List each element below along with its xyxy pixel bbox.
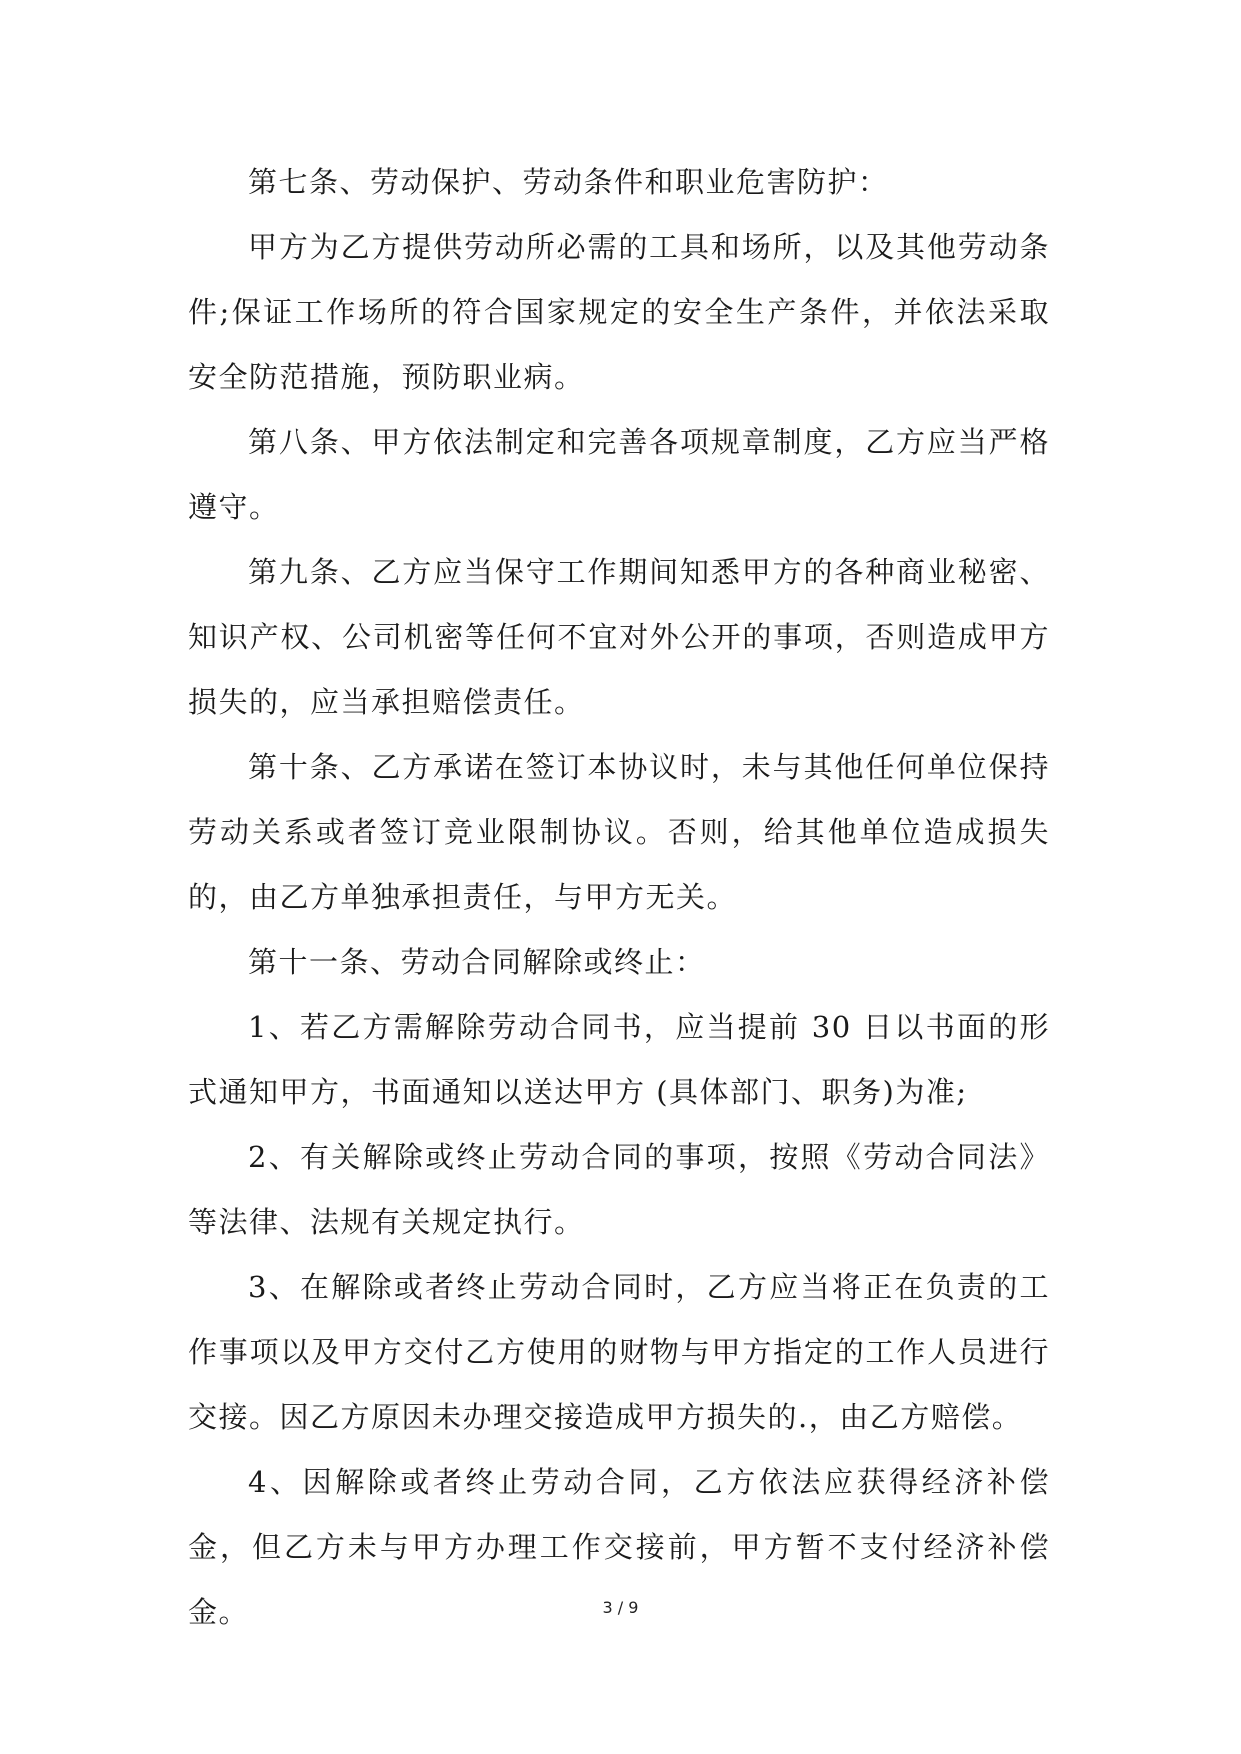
paragraph-article-10: 第十条、乙方承诺在签订本协议时，未与其他任何单位保持劳动关系或者签订竞业限制协议。否则，给其他单位造成损失的，由乙方单独承担责任，与甲方无关。: [188, 750, 1050, 914]
paragraph-article-11-item-3: 3、在解除或者终止劳动合同时，乙方应当将正在负责的工作事项以及甲方交付乙方使用的财物与甲方指定的工作人员进行交接。因乙方原因未办理交接造成甲方损失的.，由乙方赔偿。: [188, 1270, 1050, 1434]
paragraph-article-11-heading: 第十一条、劳动合同解除或终止：: [248, 945, 706, 979]
paragraph-article-11-item-4: 4、因解除或者终止劳动合同，乙方依法应获得经济补偿金，但乙方未与甲方办理工作交接前，甲方暂不支付经济补偿金。: [188, 1465, 1050, 1629]
paragraph-article-7-heading: 第七条、劳动保护、劳动条件和职业危害防护：: [248, 165, 889, 199]
document-body: [188, 150, 1050, 1645]
page-number: 3 / 9: [602, 1598, 639, 1617]
paragraph-article-11-item-2: 2、有关解除或终止劳动合同的事项，按照《劳动合同法》等法律、法规有关规定执行。: [188, 1140, 1050, 1239]
paragraph-article-9: 第九条、乙方应当保守工作期间知悉甲方的各种商业秘密、知识产权、公司机密等任何不宜对外公开的事项，否则造成甲方损失的，应当承担赔偿责任。: [188, 555, 1050, 719]
paragraph-article-11-item-1: 1、若乙方需解除劳动合同书，应当提前 30 日以书面的形式通知甲方，书面通知以送达甲方 (具体部门、职务)为准;: [188, 1010, 1050, 1109]
paragraph-article-7-body: 甲方为乙方提供劳动所必需的工具和场所，以及其他劳动条件;保证工作场所的符合国家规定的安全生产条件，并依法采取安全防范措施，预防职业病。: [188, 230, 1050, 394]
paragraph-article-8: 第八条、甲方依法制定和完善各项规章制度，乙方应当严格遵守。: [188, 425, 1050, 524]
